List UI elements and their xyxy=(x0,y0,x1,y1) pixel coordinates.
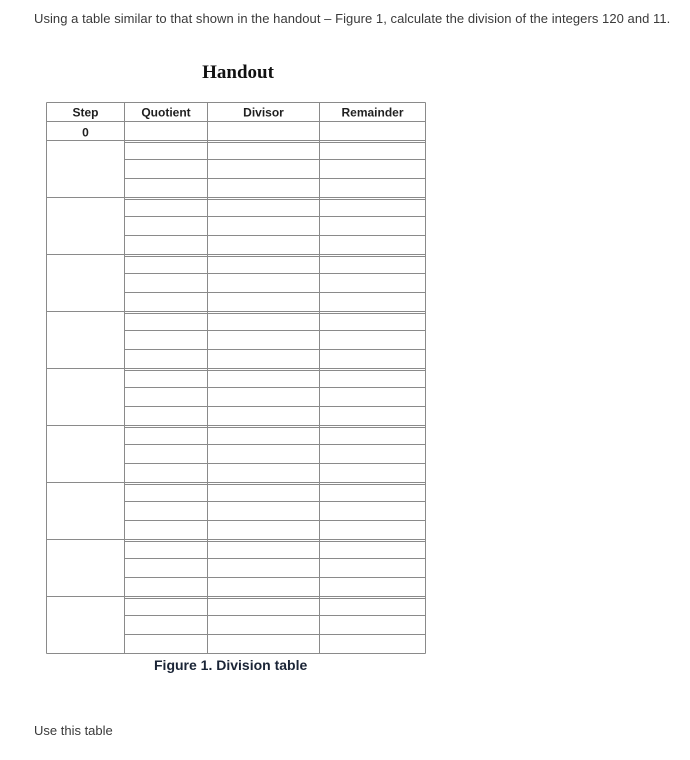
step-zero-label: 0 xyxy=(82,125,89,140)
handout-title: Handout xyxy=(202,62,274,83)
column-header-divisor: Divisor xyxy=(243,105,284,120)
table-grid xyxy=(47,103,426,654)
figure-caption: Figure 1. Division table xyxy=(154,657,308,673)
use-table-note: Use this table xyxy=(34,723,113,738)
column-header-quotient: Quotient xyxy=(141,105,191,120)
division-table xyxy=(46,102,427,657)
question-text: Using a table similar to that shown in the handout – Figure 1, calculate the division of the integers 120 and 11. xyxy=(34,11,671,26)
column-header-step: Step xyxy=(72,105,99,120)
column-header-remainder: Remainder xyxy=(341,105,404,120)
